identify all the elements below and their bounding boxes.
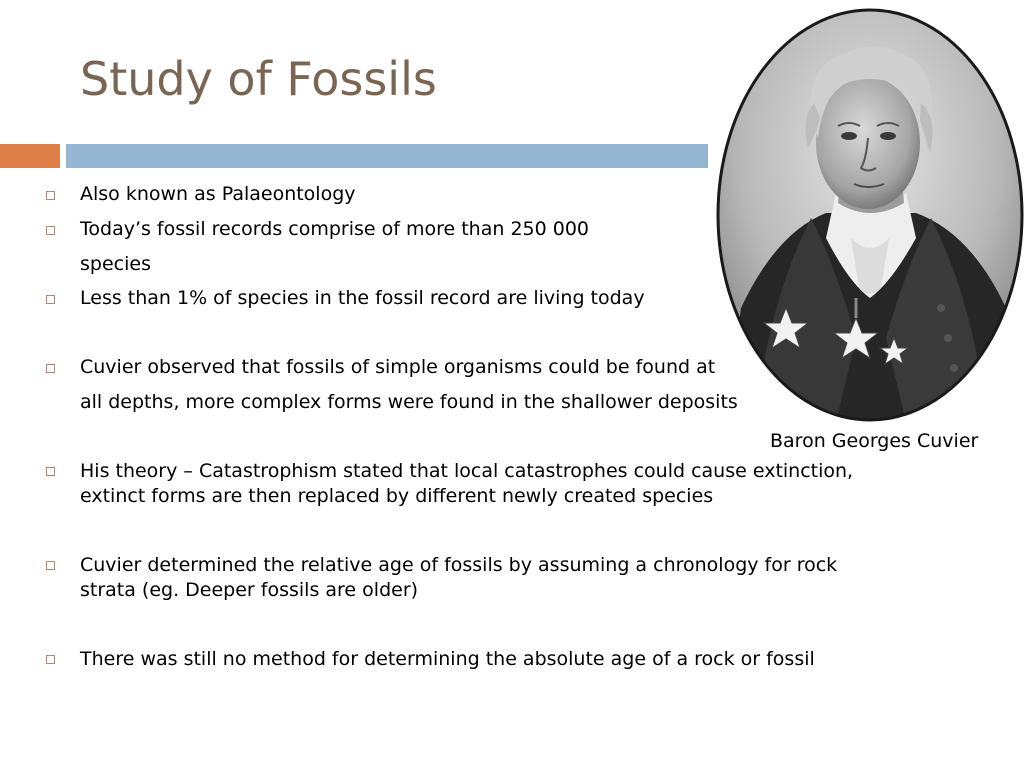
bullet-marker	[46, 655, 55, 664]
bullet-text: There was still no method for determining the absolute age of a rock or fossil	[80, 648, 815, 670]
portrait-image	[716, 8, 1024, 422]
bullet-text-continued: all depths, more complex forms were found in the shallower deposits	[80, 391, 738, 413]
slide-title: Study of Fossils	[80, 52, 437, 106]
portrait-caption: Baron Georges Cuvier	[770, 430, 979, 452]
accent-bar-blue	[66, 144, 708, 168]
accent-bar-orange	[0, 144, 60, 168]
bullet-text: Less than 1% of species in the fossil record are living today	[80, 287, 645, 309]
bullet-text: Cuvier observed that fossils of simple organisms could be found at	[80, 356, 716, 378]
bullet-marker	[46, 364, 55, 373]
bullet-marker	[46, 467, 55, 476]
bullet-text: Today’s fossil records comprise of more than 250 000	[80, 218, 590, 240]
bullet-marker	[46, 295, 55, 304]
bullet-marker	[46, 226, 55, 235]
bullet-marker	[46, 561, 55, 570]
bullet-text-continued: species	[80, 253, 151, 275]
bullet-text: His theory – Catastrophism stated that local catastrophes could cause extinction,	[80, 460, 854, 482]
bullet-text: Cuvier determined the relative age of fossils by assuming a chronology for rock	[80, 554, 838, 576]
bullet-text: Also known as Palaeontology	[80, 183, 356, 205]
bullet-text-continued: strata (eg. Deeper fossils are older)	[80, 579, 419, 601]
bullet-marker	[46, 191, 55, 200]
bullet-text-continued: extinct forms are then replaced by different newly created species	[80, 485, 714, 507]
